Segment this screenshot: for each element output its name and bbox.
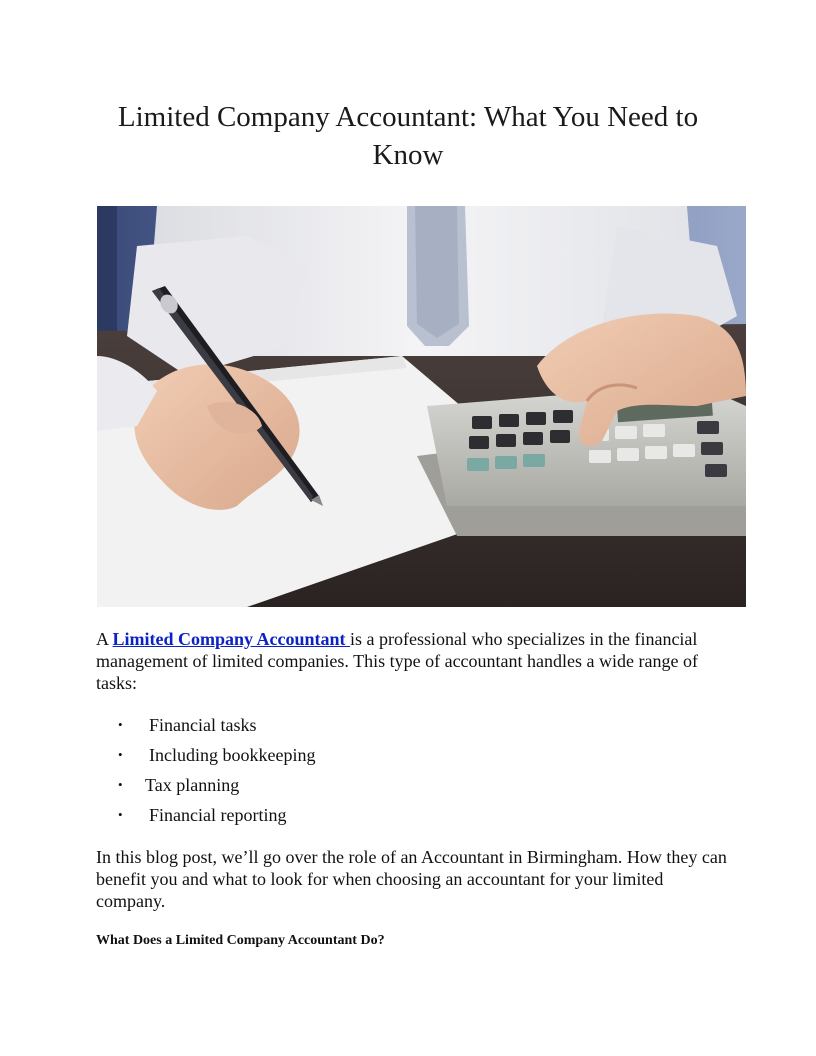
list-item: [96, 803, 696, 833]
intro-prefix: A: [96, 629, 113, 649]
bullet-icon: •: [118, 777, 123, 792]
page-title: Limited Company Accountant: What You Need to Know: [117, 101, 699, 171]
bullet-icon: •: [118, 807, 123, 822]
hero-image: [97, 206, 746, 607]
bullet-icon: •: [118, 717, 123, 732]
list-item-text: Financial reporting: [149, 805, 287, 825]
list-item: [96, 773, 696, 803]
accountant-calculator-photo-icon: [97, 206, 746, 607]
limited-company-accountant-link[interactable]: Limited Company Accountant: [112, 629, 351, 649]
list-item-text: Financial tasks: [149, 715, 257, 735]
list-item-text: Tax planning: [145, 775, 240, 795]
bullet-icon: •: [118, 747, 123, 762]
body-paragraph: In this blog post, we’ll go over the role of an Accountant in Birmingham. How they can benefit you and what to look for when choosing an accountant for your limited company.: [96, 847, 727, 911]
intro-paragraph: [96, 628, 736, 694]
intro-suffix: is a professional who specializes in the financial management of limited companies. This type of accountant handles a wide range of tasks:: [96, 629, 698, 693]
list-item: [96, 743, 696, 773]
section-heading: What Does a Limited Company Accountant Do?: [96, 933, 385, 948]
list-item: [96, 713, 696, 743]
list-item-text: Including bookkeeping: [149, 745, 316, 765]
task-list: [96, 713, 696, 833]
